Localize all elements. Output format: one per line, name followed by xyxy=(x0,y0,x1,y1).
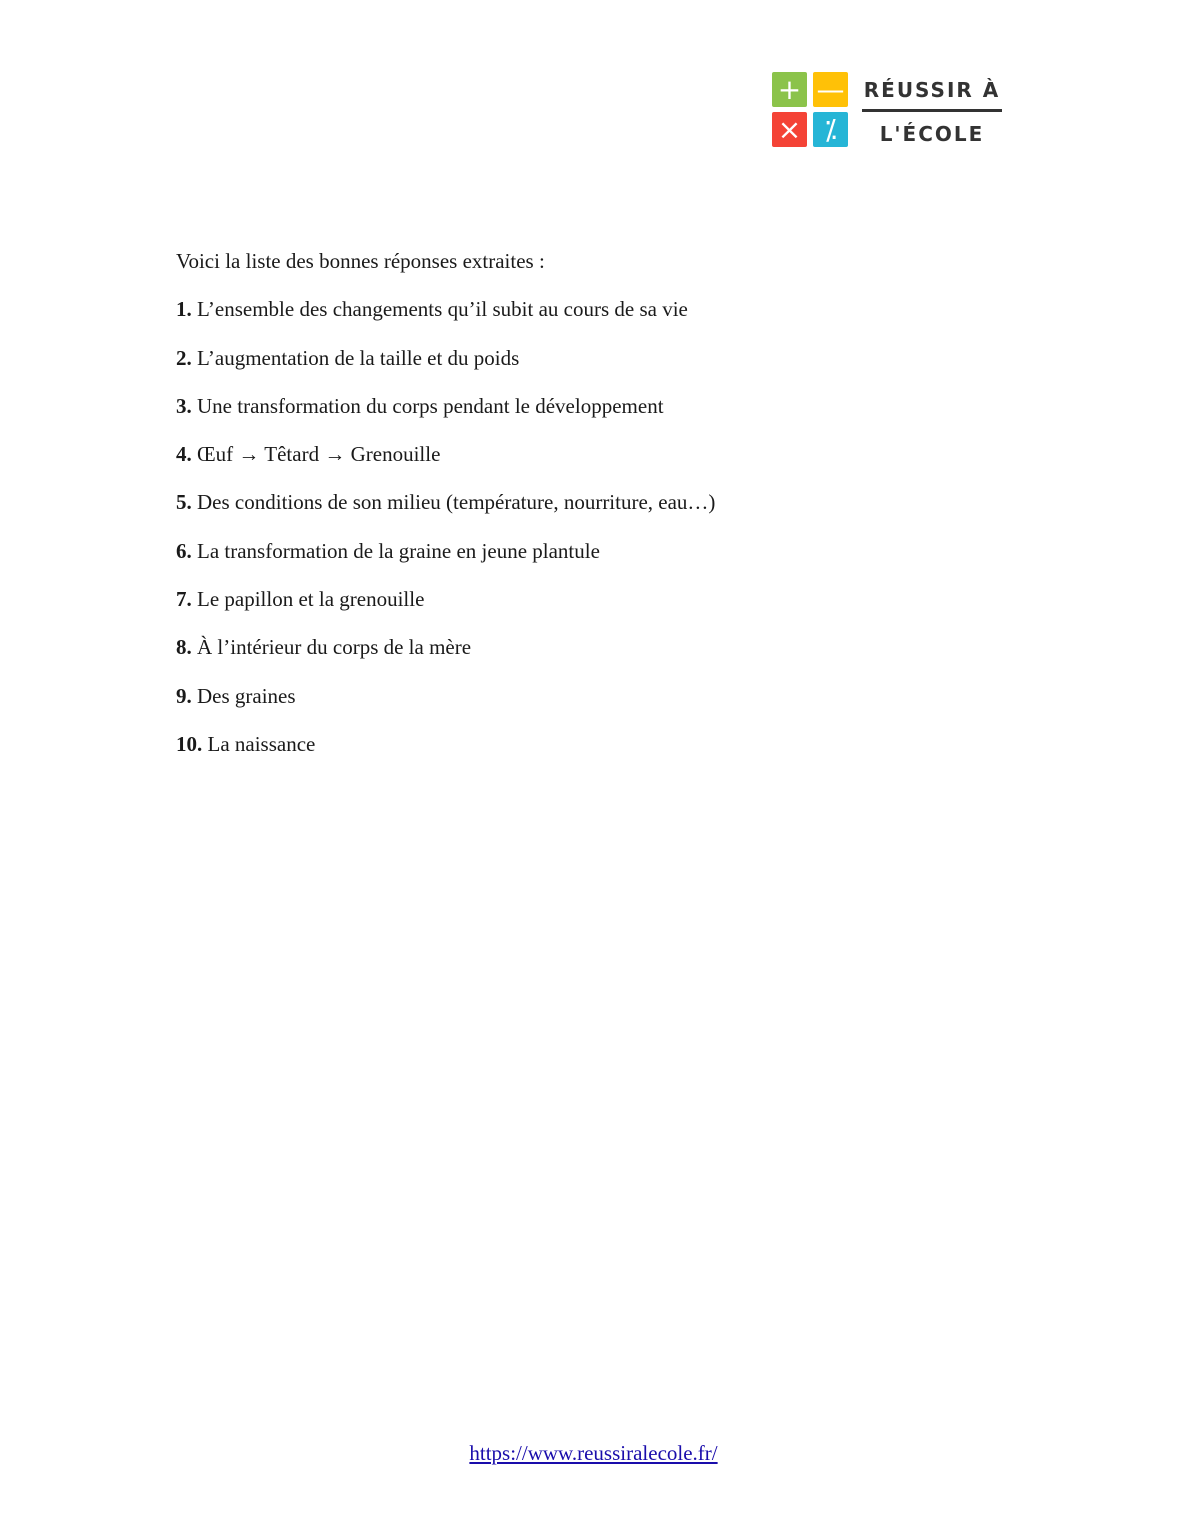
answer-text: Des conditions de son milieu (température, nourriture, eau…) xyxy=(197,490,716,515)
answer-item xyxy=(176,345,715,393)
answer-number: 6. xyxy=(176,538,192,563)
answer-item xyxy=(176,683,715,731)
minus-icon: — xyxy=(813,72,848,107)
footer xyxy=(0,1441,1187,1466)
answer-item xyxy=(176,538,715,586)
answer-text: Des graines xyxy=(197,683,296,708)
logo-divider xyxy=(862,109,1002,112)
answer-list xyxy=(176,248,715,779)
answer-item xyxy=(176,296,715,344)
answer-number: 9. xyxy=(176,683,192,708)
logo-text-bottom: L'ÉCOLE xyxy=(879,122,985,146)
plus-icon: + xyxy=(772,72,807,107)
answer-number: 8. xyxy=(176,635,192,660)
answer-number: 7. xyxy=(176,587,192,612)
answer-item xyxy=(176,634,715,682)
logo-text-top: RÉUSSIR À xyxy=(863,78,1001,102)
logo xyxy=(772,72,1004,150)
intro-text: Voici la liste des bonnes réponses extraites : xyxy=(176,249,545,273)
answer-text: La naissance xyxy=(207,731,316,756)
answer-text: À l’intérieur du corps de la mère xyxy=(197,635,472,660)
answer-number: 1. xyxy=(176,297,192,322)
answer-text: L’ensemble des changements qu’il subit au cours de sa vie xyxy=(197,297,688,322)
answer-item xyxy=(176,586,715,634)
percent-icon: ⁒ xyxy=(813,112,848,147)
answer-item xyxy=(176,441,715,489)
answer-item xyxy=(176,393,715,441)
website-link[interactable]: https://www.reussiralecole.fr/ xyxy=(469,1441,718,1465)
answer-text: L’augmentation de la taille et du poids xyxy=(197,345,520,370)
times-icon: × xyxy=(772,112,807,147)
answer-number: 10. xyxy=(176,731,203,756)
answer-text: La transformation de la graine en jeune plantule xyxy=(197,538,600,563)
answer-number: 4. xyxy=(176,442,192,467)
answer-number: 3. xyxy=(176,393,192,418)
answer-text: Œuf → Têtard → Grenouille xyxy=(197,442,441,467)
answer-text: Le papillon et la grenouille xyxy=(197,587,425,612)
answer-number: 2. xyxy=(176,345,192,370)
answer-item xyxy=(176,489,715,537)
answer-number: 5. xyxy=(176,490,192,515)
answer-item xyxy=(176,731,715,779)
answer-text: Une transformation du corps pendant le développement xyxy=(197,393,664,418)
